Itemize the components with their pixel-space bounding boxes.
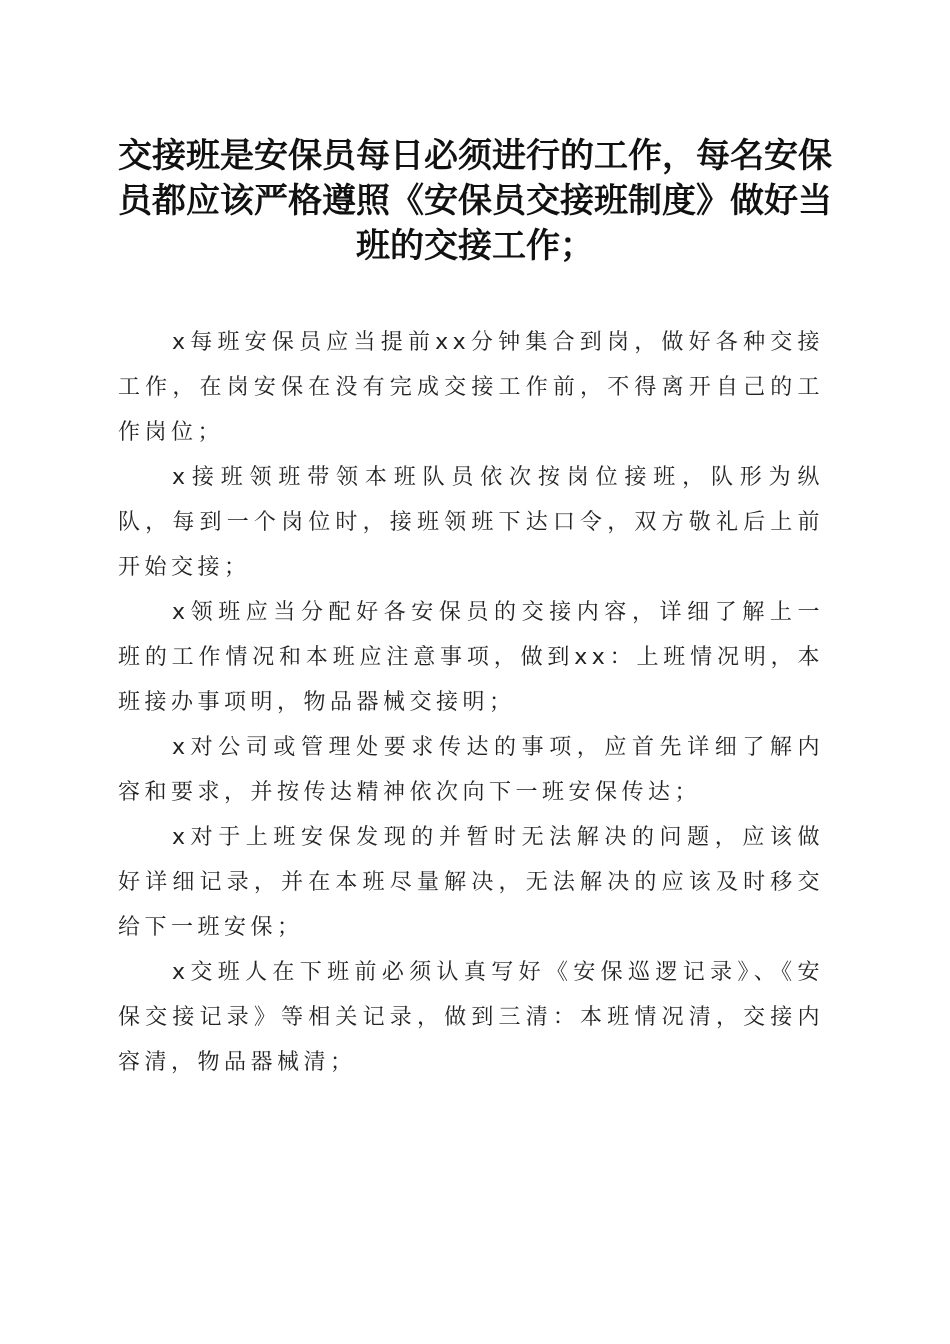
paragraph-3: x领班应当分配好各安保员的交接内容，详细了解上一班的工作情况和本班应注意事项，做到xx：上班情况明，本班接办事项明，物品器械交接明； [118, 600, 824, 715]
paragraph-2: x接班领班带领本班队员依次按岗位接班，队形为纵队，每到一个岗位时，接班领班下达口令，双方敬礼后上前开始交接； [118, 465, 824, 580]
paragraph-4: x对公司或管理处要求传达的事项，应首先详细了解内容和要求，并按传达精神依次向下一班安保传达； [118, 735, 824, 805]
document-title: 交接班是安保员每日必须进行的工作，每名安保员都应该严格遵照《安保员交接班制度》做好当班的交接工作； [118, 136, 832, 266]
paragraph-5: x对于上班安保发现的并暂时无法解决的问题，应该做好详细记录，并在本班尽量解决，无法解决的应该及时移交给下一班安保； [118, 825, 824, 940]
paragraph-1: x每班安保员应当提前xx分钟集合到岗，做好各种交接工作，在岗安保在没有完成交接工作前，不得离开自己的工作岗位； [118, 330, 824, 445]
document-body [118, 320, 824, 1085]
paragraph-6: x交班人在下班前必须认真写好《安保巡逻记录》、《安保交接记录》等相关记录，做到三清：本班情况清，交接内容清，物品器械清； [118, 960, 824, 1075]
